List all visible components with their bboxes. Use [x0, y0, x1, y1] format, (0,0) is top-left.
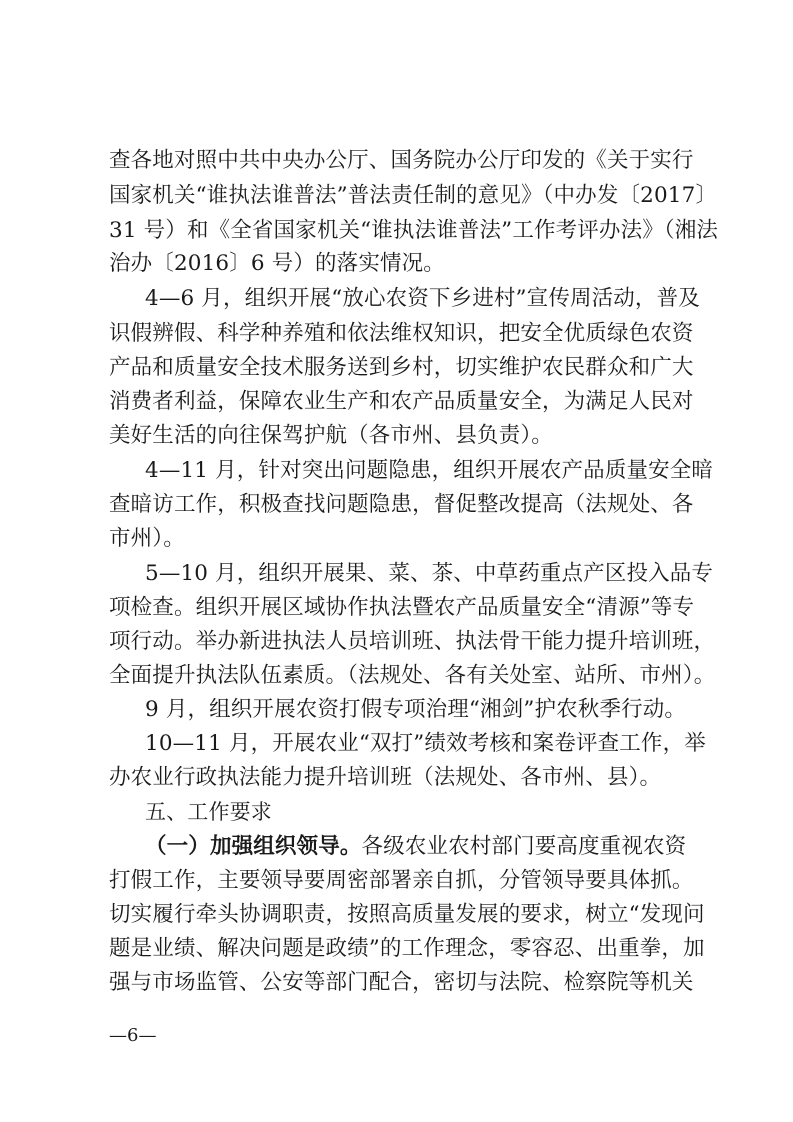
- text-line: 4—11 月，针对突出问题隐患，组织开展农产品质量安全暗: [145, 458, 714, 483]
- text-line: 消费者利益，保障农业生产和农产品质量安全，为满足人民对: [109, 389, 694, 414]
- subsection-title: （一）加强组织领导。: [145, 834, 362, 859]
- text-line: 全面提升执法队伍素质。（法规处、各有关处室、站所、市州）。: [109, 663, 716, 688]
- text-line: 项检查。组织开展区域协作执法暨农产品质量安全“清源”等专: [109, 595, 695, 620]
- text-line: 查各地对照中共中央办公厅、国务院办公厅印发的《关于实行: [109, 148, 694, 173]
- text-line: 项行动。举办新进执法人员培训班、执法骨干能力提升培训班，: [109, 629, 716, 654]
- section-heading: 五、工作要求: [145, 800, 272, 824]
- subsection-paragraph-start: [145, 832, 735, 862]
- text-line: 打假工作，主要领导要周密部署亲自抓，分管领导要具体抓。: [109, 868, 694, 893]
- text-line: 办农业行政执法能力提升培训班（法规处、各市州、县）。: [109, 765, 662, 790]
- text-line: 强与市场监管、公安等部门配合，密切与法院、检察院等机关: [109, 970, 694, 995]
- text-line: 4—6 月，组织开展“放心农资下乡进村”宣传周活动，普及: [145, 286, 700, 311]
- text-line: 9 月，组织开展农资打假专项治理“湘剑”护农秋季行动。: [145, 697, 687, 722]
- subsection-text: 各级农业农村部门要高度重视农资: [361, 834, 687, 859]
- text-line: 31 号）和《全省国家机关“谁执法谁普法”工作考评办法》（湘法: [109, 218, 719, 243]
- text-line: 5—10 月，组织开展果、菜、茶、中草药重点产区投入品专: [145, 561, 714, 586]
- text-line: 市州）。: [109, 526, 185, 551]
- text-line: 切实履行牵头协调职责，按照高质量发展的要求，树立“发现问: [109, 902, 705, 927]
- page-number: —6—: [109, 1025, 157, 1046]
- text-line: 10—11 月，开展农业“双打”绩效考核和案卷评查工作，举: [145, 731, 706, 756]
- text-line: 治办〔2016〕6 号）的落实情况。: [109, 251, 445, 276]
- text-line: 题是业绩、解决问题是政绩”的工作理念，零容忍、出重拳，加: [109, 936, 705, 961]
- text-line: 美好生活的向往保驾护航（各市州、县负责）。: [109, 423, 553, 448]
- text-line: 国家机关“谁执法谁普法”普法责任制的意见》（中办发〔2017〕: [109, 183, 718, 208]
- text-line: 查暗访工作，积极查找问题隐患，督促整改提高（法规处、各: [109, 492, 694, 517]
- text-line: 识假辨假、科学种养殖和依法维权知识，把安全优质绿色农资: [109, 321, 694, 346]
- text-line: 产品和质量安全技术服务送到乡村，切实维护农民群众和广大: [109, 355, 694, 380]
